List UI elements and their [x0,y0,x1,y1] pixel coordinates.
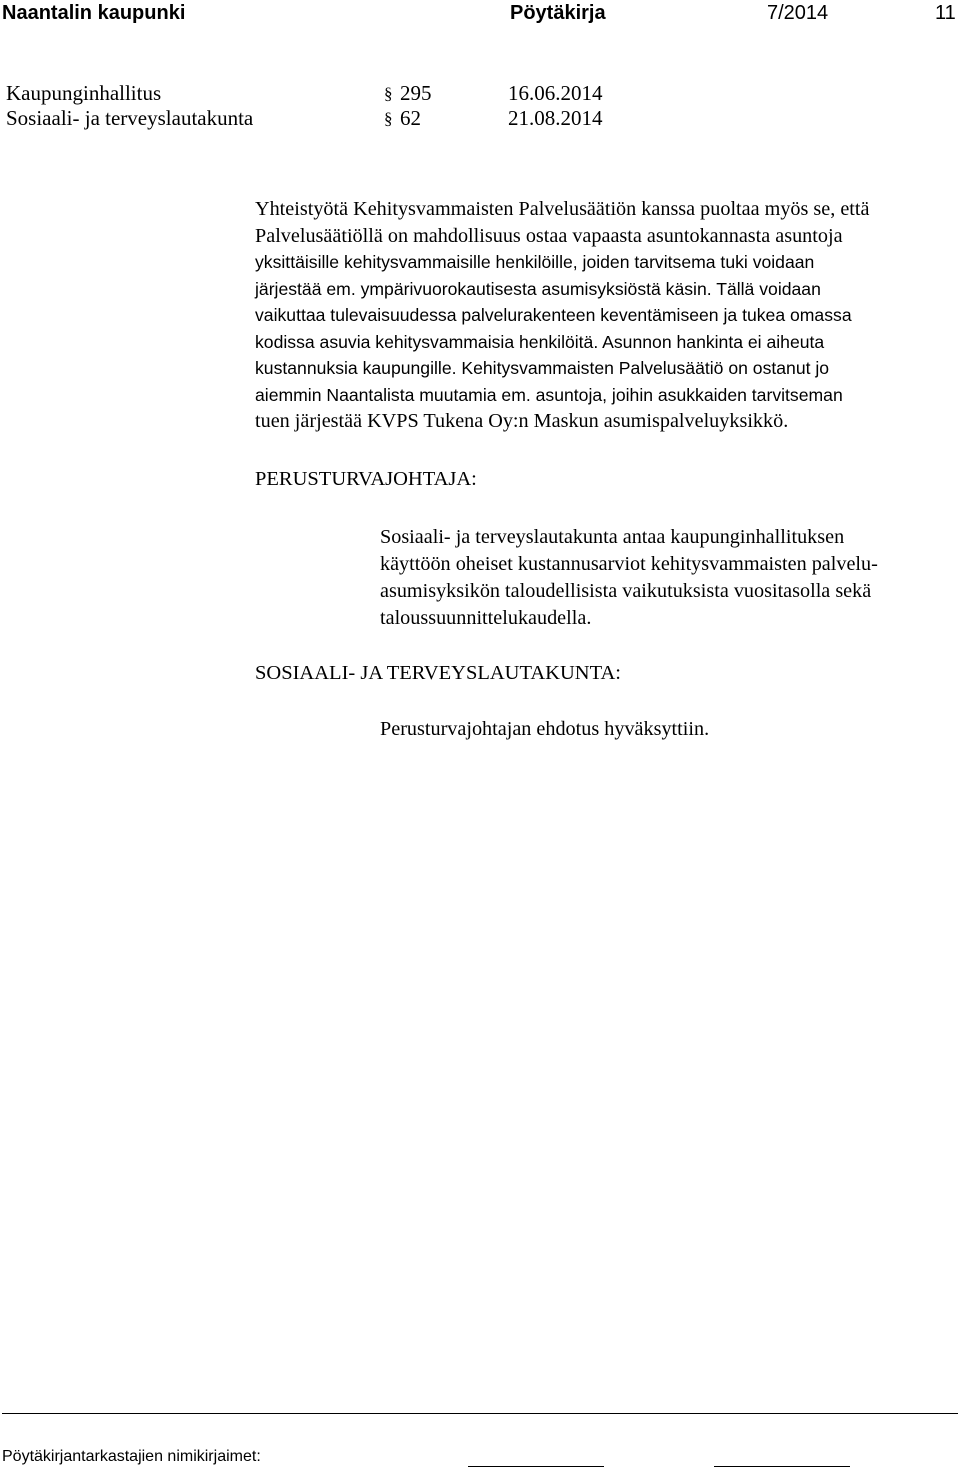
lautakunta-decision [380,716,709,743]
footer-divider [2,1413,958,1414]
page-number: 11 [935,2,956,24]
paragraph-line: Yhteistyötä Kehitysvammaisten Palvelusäätiön kanssa puoltaa myös se, että [255,198,870,220]
document-type: Pöytäkirja [510,2,606,24]
paragraph-line: Palvelusäätiöllä on mahdollisuus ostaa vapaasta asuntokannasta asuntoja [255,224,843,247]
paragraph-line: järjestää em. ympärivuorokautisesta asumisyksiöstä käsin. Tällä voidaan [255,278,821,299]
proposal-line: Sosiaali- ja terveyslautakunta antaa kaupunginhallituksen [380,526,845,548]
perusturvajohtaja-proposal [380,524,878,632]
paragraph-line: vaikuttaa tulevaisuudessa palvelurakenteen keventämiseen ja tukea omassa [255,305,852,325]
signature-line-2 [714,1466,850,1467]
paragraph-line: kustannuksia kaupungille. Kehitysvammaisten Palvelusäätiö on ostanut jo [255,358,830,378]
section-number-1: 295 [400,81,432,105]
proposal-line: asumisyksikön taloudellisista vaikutuksista vuositasolla sekä [380,580,872,602]
main-paragraph [255,196,869,435]
paragraph-line: kodissa asuvia kehitysvammaisia henkilöitä. Asunnon hankinta ei aiheuta [255,331,825,352]
decision-line: Perusturvajohtajan ehdotus hyväksyttiin. [380,718,710,740]
section-mark-1: § [384,84,393,103]
meta-body-2: Sosiaali- ja terveyslautakunta [6,106,254,130]
section-mark-2: § [384,109,393,128]
paragraph-line: yksittäisille kehitysvammaisille henkilöille, joiden tarvitsema tuki voidaan [255,252,815,272]
paragraph-line: tuen järjestää KVPS Tukena Oy:n Maskun asumispalveluyksikkö. [255,410,789,432]
footer-label: Pöytäkirjantarkastajien nimikirjaimet: [2,1448,261,1465]
paragraph-line: aiemmin Naantalista muutamia em. asuntoja, joihin asukkaiden tarvitseman [255,384,843,405]
meta-date-1: 16.06.2014 [508,81,603,105]
section-number-2: 62 [400,106,421,130]
signature-line-1 [468,1466,604,1467]
proposal-line: taloussuunnittelukaudella. [380,607,592,629]
document-number: 7/2014 [767,2,829,24]
meta-body-1: Kaupunginhallitus [6,81,162,105]
perusturvajohtaja-heading: PERUSTURVAJOHTAJA: [255,468,477,490]
meta-date-2: 21.08.2014 [508,106,603,130]
lautakunta-heading: SOSIAALI- JA TERVEYSLAUTAKUNTA: [255,662,621,684]
city-name: Naantalin kaupunki [2,2,186,24]
proposal-line: käyttöön oheiset kustannusarviot kehitysvammaisten palvelu- [380,553,878,575]
